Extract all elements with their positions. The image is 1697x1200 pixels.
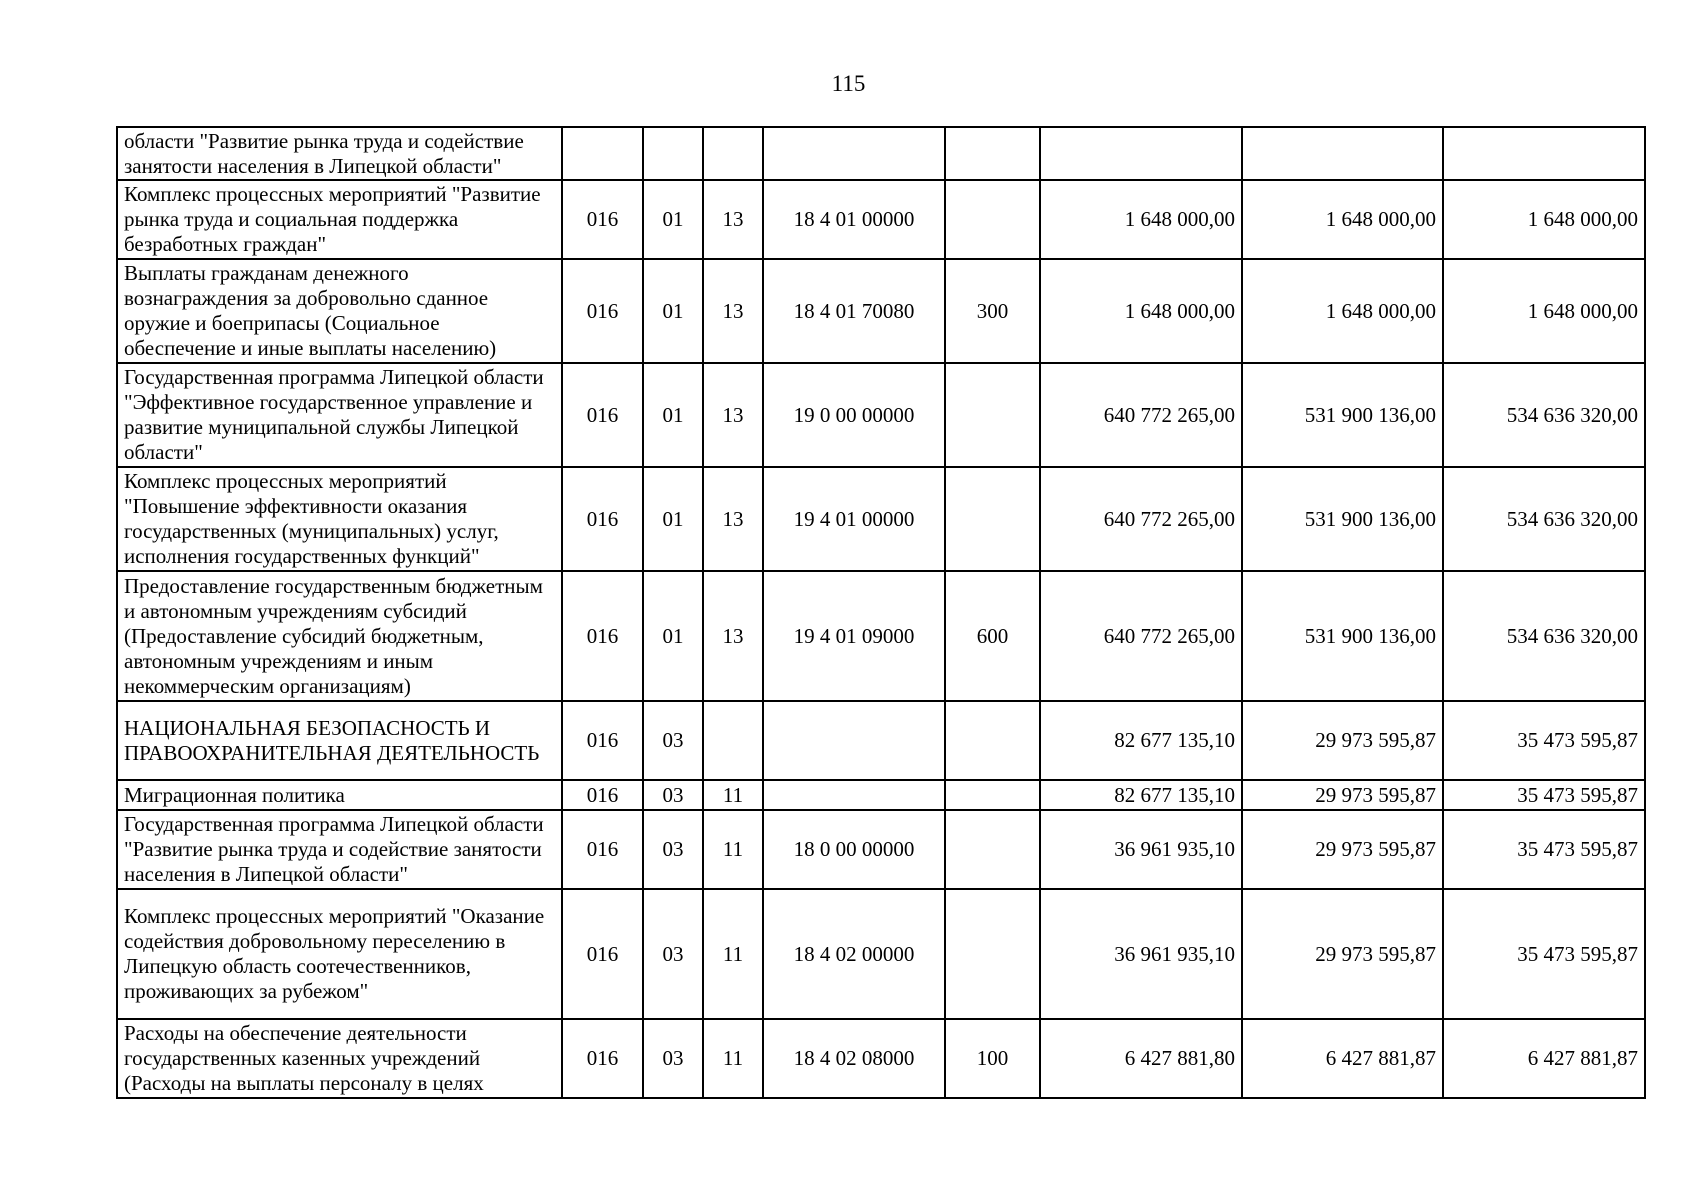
expense-name-cell: Выплаты гражданам денежного вознаграждения за добровольно сданное оружие и боеприпасы (Социальное обеспечение и иные выплаты населению) — [117, 259, 562, 363]
ministry-code-cell: 016 — [562, 180, 643, 259]
expense-name-cell: Государственная программа Липецкой области "Развитие рынка труда и содействие занятости населения в Липецкой области" — [117, 810, 562, 889]
amount-year-3-cell: 534 636 320,00 — [1443, 571, 1645, 701]
target-article-code-cell: 19 0 00 00000 — [763, 363, 945, 467]
amount-year-2-cell: 1 648 000,00 — [1242, 259, 1443, 363]
section-code-cell: 01 — [643, 259, 703, 363]
target-article-code-cell: 18 4 01 00000 — [763, 180, 945, 259]
budget-table — [116, 126, 1646, 1099]
table-row — [117, 363, 1645, 467]
ministry-code-cell: 016 — [562, 889, 643, 1019]
section-code-cell: 01 — [643, 180, 703, 259]
table-row — [117, 180, 1645, 259]
subsection-code-cell: 11 — [703, 780, 763, 810]
expense-name-cell: Комплекс процессных мероприятий "Повышение эффективности оказания государственных (муниципальных) услуг, исполнения государственных функций" — [117, 467, 562, 571]
expense-name-cell: Комплекс процессных мероприятий "Развитие рынка труда и социальная поддержка безработных граждан" — [117, 180, 562, 259]
subsection-code-cell: 13 — [703, 180, 763, 259]
subsection-code-cell: 11 — [703, 889, 763, 1019]
amount-year-1-cell: 36 961 935,10 — [1040, 810, 1242, 889]
amount-year-1-cell — [1040, 127, 1242, 180]
section-code-cell — [643, 127, 703, 180]
amount-year-1-cell: 36 961 935,10 — [1040, 889, 1242, 1019]
amount-year-2-cell: 531 900 136,00 — [1242, 363, 1443, 467]
amount-year-3-cell: 6 427 881,87 — [1443, 1019, 1645, 1098]
amount-year-2-cell: 1 648 000,00 — [1242, 180, 1443, 259]
expense-name-cell: Предоставление государственным бюджетным и автономным учреждениям субсидий (Предоставление субсидий бюджетным, автономным учреждениям и иным некоммерческим организациям) — [117, 571, 562, 701]
amount-year-2-cell — [1242, 127, 1443, 180]
ministry-code-cell: 016 — [562, 1019, 643, 1098]
table-row — [117, 571, 1645, 701]
amount-year-2-cell: 531 900 136,00 — [1242, 467, 1443, 571]
amount-year-2-cell: 29 973 595,87 — [1242, 889, 1443, 1019]
table-row — [117, 467, 1645, 571]
target-article-code-cell — [763, 701, 945, 780]
amount-year-1-cell: 82 677 135,10 — [1040, 780, 1242, 810]
section-code-cell: 03 — [643, 780, 703, 810]
subsection-code-cell: 11 — [703, 810, 763, 889]
expense-name-cell: НАЦИОНАЛЬНАЯ БЕЗОПАСНОСТЬ И ПРАВООХРАНИТЕЛЬНАЯ ДЕЯТЕЛЬНОСТЬ — [117, 701, 562, 780]
ministry-code-cell: 016 — [562, 363, 643, 467]
expense-type-code-cell: 300 — [945, 259, 1040, 363]
amount-year-3-cell — [1443, 127, 1645, 180]
subsection-code-cell: 13 — [703, 467, 763, 571]
target-article-code-cell: 18 0 00 00000 — [763, 810, 945, 889]
expense-type-code-cell — [945, 127, 1040, 180]
ministry-code-cell: 016 — [562, 571, 643, 701]
amount-year-2-cell: 29 973 595,87 — [1242, 701, 1443, 780]
expense-type-code-cell — [945, 467, 1040, 571]
target-article-code-cell: 18 4 01 70080 — [763, 259, 945, 363]
table-row — [117, 1019, 1645, 1098]
section-code-cell: 01 — [643, 363, 703, 467]
target-article-code-cell: 18 4 02 08000 — [763, 1019, 945, 1098]
ministry-code-cell: 016 — [562, 467, 643, 571]
amount-year-2-cell: 29 973 595,87 — [1242, 810, 1443, 889]
expense-type-code-cell — [945, 701, 1040, 780]
section-code-cell: 03 — [643, 810, 703, 889]
amount-year-3-cell: 35 473 595,87 — [1443, 810, 1645, 889]
amount-year-1-cell: 640 772 265,00 — [1040, 363, 1242, 467]
target-article-code-cell: 19 4 01 09000 — [763, 571, 945, 701]
expense-type-code-cell — [945, 889, 1040, 1019]
ministry-code-cell: 016 — [562, 780, 643, 810]
table-row — [117, 127, 1645, 180]
table-row — [117, 701, 1645, 780]
amount-year-1-cell: 6 427 881,80 — [1040, 1019, 1242, 1098]
section-code-cell: 03 — [643, 1019, 703, 1098]
expense-name-cell: Миграционная политика — [117, 780, 562, 810]
subsection-code-cell: 13 — [703, 259, 763, 363]
amount-year-1-cell: 640 772 265,00 — [1040, 467, 1242, 571]
expense-name-cell: Комплекс процессных мероприятий "Оказание содействия добровольному переселению в Липецкую область соотечественников, проживающих за рубежом" — [117, 889, 562, 1019]
expense-type-code-cell — [945, 363, 1040, 467]
section-code-cell: 03 — [643, 701, 703, 780]
table-row — [117, 889, 1645, 1019]
expense-type-code-cell: 100 — [945, 1019, 1040, 1098]
table-row — [117, 810, 1645, 889]
amount-year-1-cell: 1 648 000,00 — [1040, 259, 1242, 363]
ministry-code-cell: 016 — [562, 701, 643, 780]
budget-table-body — [117, 127, 1645, 1098]
amount-year-3-cell: 35 473 595,87 — [1443, 889, 1645, 1019]
amount-year-3-cell: 35 473 595,87 — [1443, 780, 1645, 810]
table-row — [117, 259, 1645, 363]
amount-year-1-cell: 640 772 265,00 — [1040, 571, 1242, 701]
section-code-cell: 01 — [643, 467, 703, 571]
ministry-code-cell: 016 — [562, 810, 643, 889]
amount-year-2-cell: 531 900 136,00 — [1242, 571, 1443, 701]
expense-type-code-cell — [945, 780, 1040, 810]
target-article-code-cell: 19 4 01 00000 — [763, 467, 945, 571]
table-row — [117, 780, 1645, 810]
ministry-code-cell — [562, 127, 643, 180]
amount-year-3-cell: 1 648 000,00 — [1443, 180, 1645, 259]
page-number: 115 — [831, 71, 866, 96]
subsection-code-cell: 13 — [703, 571, 763, 701]
target-article-code-cell — [763, 127, 945, 180]
expense-name-cell: Расходы на обеспечение деятельности государственных казенных учреждений (Расходы на выплаты персоналу в целях — [117, 1019, 562, 1098]
target-article-code-cell — [763, 780, 945, 810]
expense-type-code-cell: 600 — [945, 571, 1040, 701]
expense-type-code-cell — [945, 180, 1040, 259]
amount-year-3-cell: 1 648 000,00 — [1443, 259, 1645, 363]
section-code-cell: 01 — [643, 571, 703, 701]
section-code-cell: 03 — [643, 889, 703, 1019]
expense-type-code-cell — [945, 810, 1040, 889]
amount-year-3-cell: 534 636 320,00 — [1443, 467, 1645, 571]
amount-year-1-cell: 82 677 135,10 — [1040, 701, 1242, 780]
ministry-code-cell: 016 — [562, 259, 643, 363]
subsection-code-cell — [703, 701, 763, 780]
amount-year-1-cell: 1 648 000,00 — [1040, 180, 1242, 259]
target-article-code-cell: 18 4 02 00000 — [763, 889, 945, 1019]
expense-name-cell: Государственная программа Липецкой области "Эффективное государственное управление и развитие муниципальной службы Липецкой области" — [117, 363, 562, 467]
amount-year-3-cell: 534 636 320,00 — [1443, 363, 1645, 467]
expense-name-cell: области "Развитие рынка труда и содействие занятости населения в Липецкой области" — [117, 127, 562, 180]
amount-year-2-cell: 29 973 595,87 — [1242, 780, 1443, 810]
subsection-code-cell: 11 — [703, 1019, 763, 1098]
subsection-code-cell — [703, 127, 763, 180]
amount-year-2-cell: 6 427 881,87 — [1242, 1019, 1443, 1098]
amount-year-3-cell: 35 473 595,87 — [1443, 701, 1645, 780]
subsection-code-cell: 13 — [703, 363, 763, 467]
